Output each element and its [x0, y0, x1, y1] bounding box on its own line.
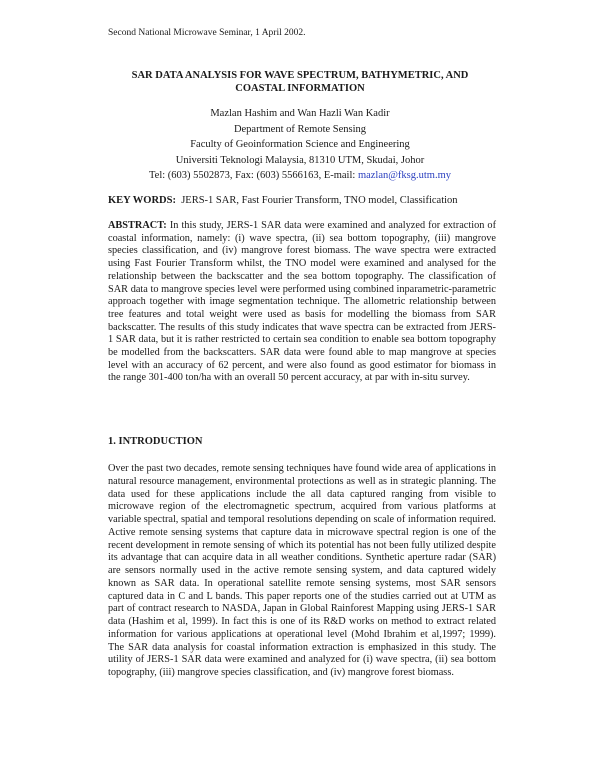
paper-title-line-1: SAR DATA ANALYSIS FOR WAVE SPECTRUM, BATHYMETRIC, AND	[131, 70, 469, 81]
author-names: Mazlan Hashim and Wan Hazli Wan Kadir	[210, 108, 390, 119]
keywords-label: KEY WORDS:	[108, 195, 176, 206]
email-link[interactable]: mazlan@fksg.utm.my	[357, 170, 452, 181]
author-block	[100, 106, 500, 184]
paper-title	[100, 69, 500, 95]
keywords	[108, 195, 496, 206]
introduction-paragraph: Over the past two decades, remote sensing techniques have found wide area of applications in natural resource management, environmental protections as well as in strategic planning. The data used for these applications include the all data captured ranging from visible to microwave region of the electromagnetic spectrum, acquired from various platforms at variable spectral, spatial and temporal resolutions depending on scale of information required. Active remote sensing systems that capture data in microwave spectral region is one of the recent development in remote sensing of which its potential has not been fully utilized despite its advantage that can acquire data in all weather conditions. Synthetic aperture radar (SAR) are sensors normally used in the active remote sensing system, and data captured widely known as SAR data. In operational satellite remote sensing systems, most SAR sensors captured data in C and L bands. This paper reports one of the studies carried out at UTM as part of contract research to NASDA, Japan in Global Rainforest Mapping using JERS-1 SAR data (Hashim et al, 1999). In fact this is one of its R&D works on method to extract related information for various applications at operational level (Mohd Ibrahim et al,1997; 1999). The SAR data analysis for coastal information extraction is emphasized in this study. The utility of JERS-1 SAR data were examined and analyzed for (i) wave spectra, (ii) sea bottom topography, (iii) mangrove species classification, and (iv) mangrove forest biomass.	[108, 463, 496, 678]
contact-text: Tel: (603) 5502873, Fax: (603) 5566163, E-mail:	[148, 170, 358, 181]
keywords-text: JERS-1 SAR, Fast Fourier Transform, TNO model, Classification	[181, 195, 458, 206]
abstract	[108, 220, 496, 385]
author-university: Universiti Teknologi Malaysia, 81310 UTM, Skudai, Johor	[175, 154, 425, 166]
author-contact	[100, 168, 500, 184]
paper-title-line-2: COASTAL INFORMATION	[235, 83, 365, 94]
section-heading-introduction: 1. INTRODUCTION	[108, 436, 203, 447]
author-department: Department of Remote Sensing	[233, 123, 367, 135]
running-header: Second National Microwave Seminar, 1 April 2002.	[108, 28, 306, 38]
abstract-label: ABSTRACT:	[108, 220, 167, 231]
abstract-text: In this study, JERS-1 SAR data were examined and analyzed for extraction of coastal information, namely: (i) wave spectra, (ii) sea bottom topography, (iii) mangrove species classification, and (iv) mangrove forest biomass. The wave spectra were extracted using Fast Fourier Transform whilst, the TNO model were examined and analysed for the relationship between the backscatter and the sea bottom topography. The classification of SAR data to mangrove species level were performed using combined inparametric-parametric approach together with image segmentation technique. The allometric relationship between tree features and total weight were used as basis for modelling the biomass from SAR backscatter. The results of this study indicates that wave spectra can be extracted from JERS-1 SAR data, but it is rather restricted to certain sea condition to enable sea bottom topography be modelled from the backscatters. SAR data were found able to map mangrove at species level with an accuracy of 62 percent, and were also found as good estimator for biomass in the range 301-400 ton/ha with an overall 50 percent accuracy, at par with in-situ survey.	[108, 220, 497, 384]
author-faculty: Faculty of Geoinformation Science and Engineering	[190, 139, 410, 150]
